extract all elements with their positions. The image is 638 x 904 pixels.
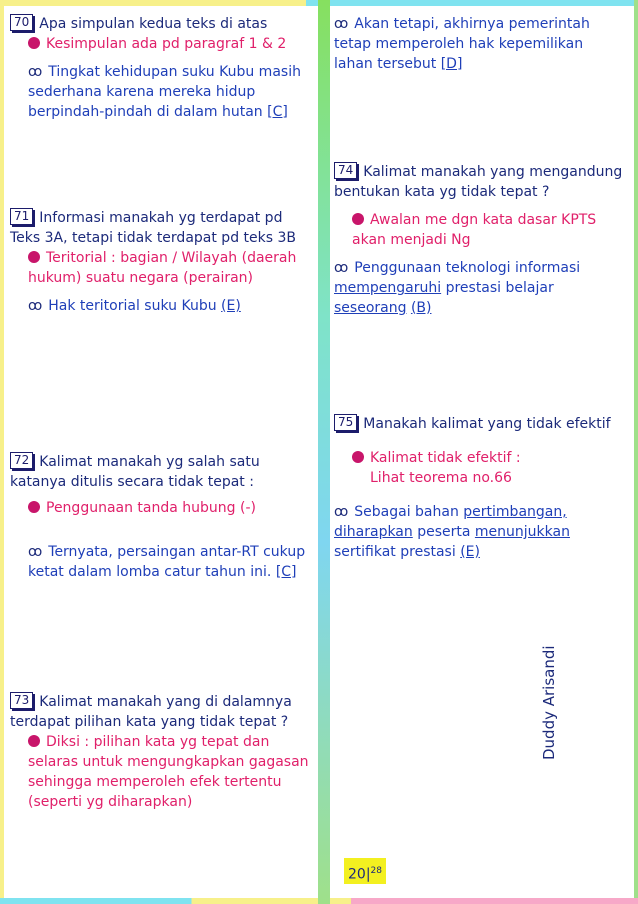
option-letter: [C] — [267, 104, 288, 120]
question-number: 72 — [10, 452, 33, 469]
bullet-icon — [28, 37, 40, 49]
question-73 — [10, 692, 316, 812]
option-underlined-word-1: pertimbangan, — [463, 504, 567, 520]
option-text-part2: peserta — [417, 524, 471, 540]
option-text-part1: Penggunaan teknologi informasi — [354, 260, 581, 276]
question-text: Kalimat manakah yang di dalamnya terdapat pilihan kata yang tidak tepat ? — [10, 694, 292, 730]
question-text: Informasi manakah yg terdapat pd Teks 3A, tetapi tidak terdapat pd teks 3B — [10, 210, 296, 246]
dots-icon: ꝏ — [28, 298, 43, 314]
page-current: 20 — [348, 866, 366, 883]
question-text: Kalimat manakah yang mengandung bentukan kata yg tidak tepat ? — [334, 164, 623, 200]
page-total: 28 — [370, 866, 382, 876]
author-signature: Duddy Arisandi — [540, 645, 558, 760]
option-underlined-word-3: menunjukkan — [474, 524, 570, 540]
option-text-part1: Sebagai bahan — [354, 504, 459, 520]
answer-text: Awalan me dgn kata dasar KPTS akan menjadi Ng — [352, 212, 597, 248]
dots-icon: ꝏ — [28, 64, 43, 80]
question-number: 73 — [10, 692, 33, 709]
dots-icon: ꝏ — [334, 504, 349, 520]
bullet-icon — [28, 501, 40, 513]
option-underlined-word-2: diharapkan — [334, 524, 413, 540]
question-70 — [10, 14, 316, 122]
dots-icon: ꝏ — [28, 544, 43, 560]
left-border — [0, 0, 4, 904]
question-71 — [10, 208, 316, 316]
dots-icon: ꝏ — [334, 16, 349, 32]
answer-text: Kesimpulan ada pd paragraf 1 & 2 — [46, 36, 287, 52]
option-text-part3: sertifikat prestasi — [334, 544, 456, 560]
bullet-icon — [352, 213, 364, 225]
question-text: Kalimat manakah yg salah satu katanya ditulis secara tidak tepat : — [10, 454, 260, 490]
question-number: 71 — [10, 208, 33, 225]
option-text: Akan tetapi, akhirnya pemerintah tetap memperoleh hak kepemilikan lahan tersebut — [334, 16, 590, 72]
option-underlined-word-2: seseorang — [334, 300, 407, 316]
answer-text-1: Kalimat tidak efektif : — [370, 450, 521, 466]
option-letter: [C] — [275, 564, 297, 580]
bullet-icon — [352, 451, 364, 463]
question-74 — [334, 162, 626, 318]
question-text: Manakah kalimat yang tidak efektif — [363, 416, 611, 432]
question-72 — [10, 452, 316, 582]
column-divider — [318, 0, 330, 904]
bullet-icon — [28, 735, 40, 747]
page-number-badge: $20|^{28}$ — [344, 858, 386, 884]
option-text-part2: prestasi belajar — [445, 280, 554, 296]
right-border — [634, 0, 638, 904]
answer-text: Diksi : pilihan kata yg tepat dan selaras untuk mengungkapkan gagasan sehingga memperoleh efek tertentu (seperti yg diharapkan) — [28, 734, 309, 810]
option-text: Hak teritorial suku Kubu — [48, 298, 217, 314]
question-75 — [334, 414, 626, 562]
bullet-icon — [28, 251, 40, 263]
option-letter: (E) — [221, 298, 241, 314]
answer-text: Penggunaan tanda hubung (-) — [46, 500, 256, 516]
option-letter: (B) — [410, 300, 432, 316]
question-73-continued — [334, 14, 626, 74]
question-number: 74 — [334, 162, 357, 179]
answer-text: Teritorial : bagian / Wilayah (daerah hukum) suatu negara (perairan) — [28, 250, 297, 286]
option-text: Tingkat kehidupan suku Kubu masih sederhana karena mereka hidup berpindah-pindah di dalam hutan — [28, 64, 301, 120]
dots-icon: ꝏ — [334, 260, 349, 276]
question-number: 75 — [334, 414, 357, 431]
option-underlined-word: mempengaruhi — [334, 280, 442, 296]
question-number: 70 — [10, 14, 33, 31]
option-letter: (E) — [460, 544, 480, 560]
question-text: Apa simpulan kedua teks di atas — [39, 16, 268, 32]
option-text: Ternyata, persaingan antar-RT cukup ketat dalam lomba catur tahun ini. — [28, 544, 306, 580]
option-letter: [D] — [440, 56, 463, 72]
answer-text-2: Lihat teorema no.66 — [370, 470, 512, 486]
